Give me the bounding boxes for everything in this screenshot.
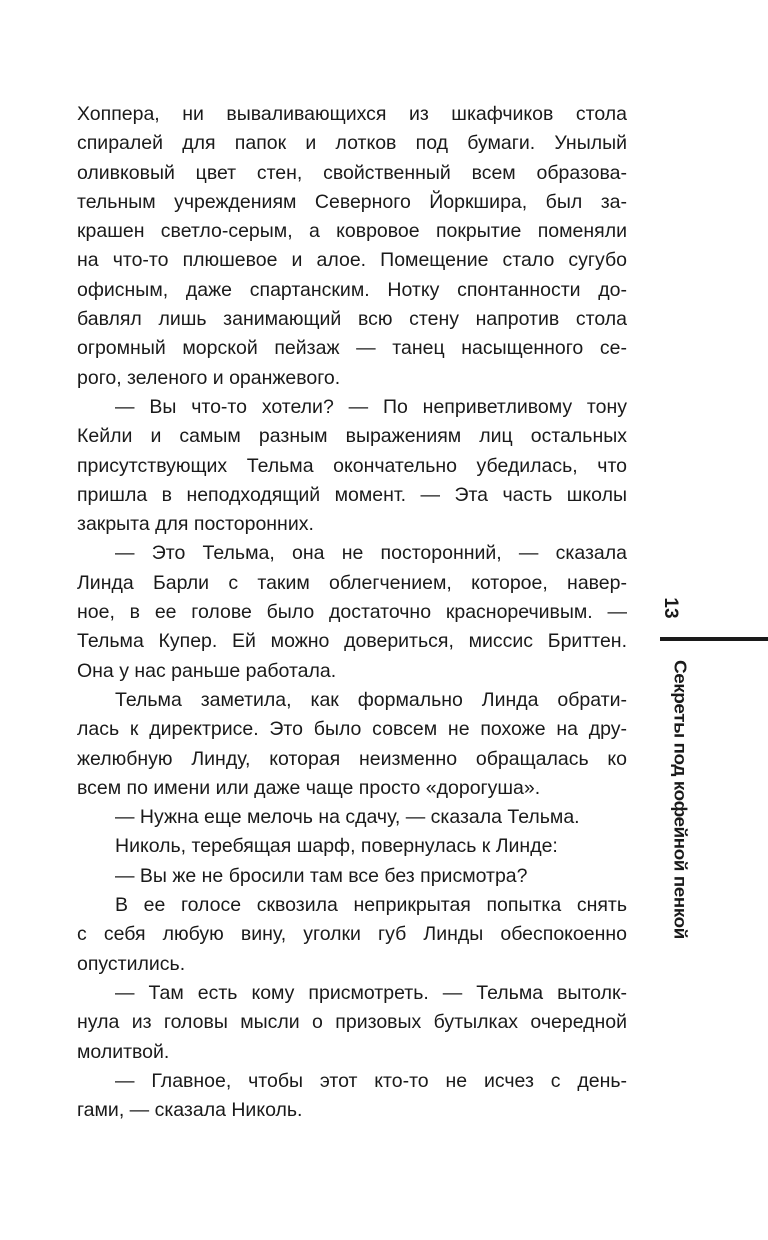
text-line: лась к директрисе. Это было совсем не похоже на дру- <box>77 718 627 741</box>
text-line: — Вы что-то хотели? — По неприветливому тону <box>115 395 627 418</box>
page-number: 13 <box>660 597 681 619</box>
text-line: Хоппера, ни вываливающихся из шкафчиков стола <box>77 103 627 125</box>
text-line: тельным учреждениям Северного Йоркшира, был за- <box>77 190 627 213</box>
text-line: закрыта для посторонних. <box>77 513 314 536</box>
text-line: Тельма Купер. Ей можно довериться, миссис Бриттен. <box>77 630 627 653</box>
text-line: — Там есть кому присмотреть. — Тельма вытолк- <box>115 981 627 1004</box>
text-line: Она у нас раньше работала. <box>77 659 337 682</box>
text-line: всем по имени или даже чаще просто «дорогуша». <box>77 776 541 799</box>
running-title: Секреты под кофейной пенкой <box>669 660 690 939</box>
text-line: Кейли и самым разным выражениям лиц остальных <box>77 425 627 448</box>
text-line: крашен светло-серым, а ковровое покрытие поменяли <box>77 220 627 243</box>
text-line: молитвой. <box>77 1040 170 1063</box>
text-line: присутствующих Тельма окончательно убедилась, что <box>77 454 627 477</box>
text-line: Линда Барли с таким облегчением, которое, навер- <box>77 571 627 594</box>
text-line: В ее голосе сквозила неприкрытая попытка снять <box>115 894 627 917</box>
text-line: ное, в ее голове было достаточно красноречивым. — <box>77 601 627 624</box>
text-line: пришла в неподходящий момент. — Эта часть школы <box>77 483 627 506</box>
text-line: огромный морской пейзаж — танец насыщенного се- <box>77 337 627 360</box>
side-divider-rule <box>660 637 768 641</box>
text-line: — Это Тельма, она не посторонний, — сказала <box>115 542 627 565</box>
text-line: с себя любую вину, уголки губ Линды обеспокоенно <box>77 923 627 946</box>
text-line: оливковый цвет стен, свойственный всем образова- <box>77 161 627 184</box>
text-line: гами, — сказала Николь. <box>77 1099 303 1122</box>
text-line: офисным, даже спартанским. Нотку спонтанности до- <box>77 278 627 301</box>
text-line: рого, зеленого и оранжевого. <box>77 366 341 389</box>
text-line: — Вы же не бросили там все без присмотра? <box>115 864 528 887</box>
body-text <box>77 100 627 1125</box>
text-line: — Нужна еще мелочь на сдачу, — сказала Тельма. <box>115 806 580 829</box>
text-line: — Главное, чтобы этот кто-то не исчез с день- <box>115 1069 627 1092</box>
text-line: спиралей для папок и лотков под бумаги. Унылый <box>77 132 627 155</box>
text-line: Николь, теребящая шарф, повернулась к Линде: <box>115 835 558 858</box>
text-line: Тельма заметила, как формально Линда обрати- <box>115 688 627 711</box>
text-line: на что-то плюшевое и алое. Помещение стало сугубо <box>77 249 627 272</box>
text-line: желюбную Линду, которая неизменно обращалась ко <box>77 747 627 770</box>
text-line: нула из головы мысли о призовых бутылках очередной <box>77 1011 627 1034</box>
text-line: опустились. <box>77 952 186 975</box>
text-line: бавлял лишь занимающий всю стену напротив стола <box>77 308 627 331</box>
